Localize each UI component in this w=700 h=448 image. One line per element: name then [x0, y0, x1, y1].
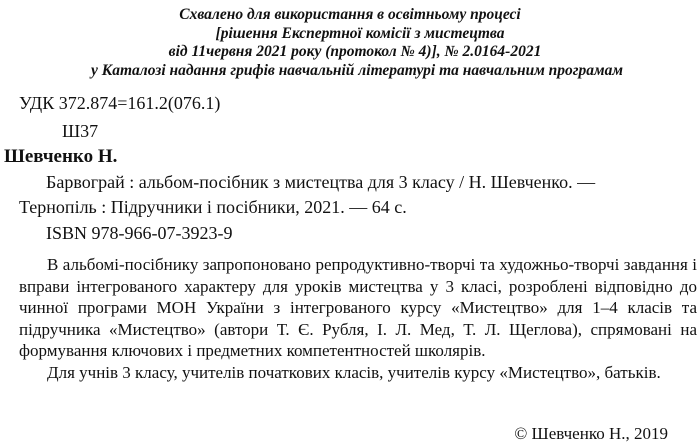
approval-block [0, 6, 700, 80]
bibliographic-title: Барвограй : альбом-посібник з мистецтва для 3 класу / Н. Шевченко. — [46, 172, 596, 192]
annotation [19, 254, 697, 383]
isbn: ISBN 978-966-07-3923-9 [46, 223, 233, 243]
bibliographic-publisher: Тернопіль : Підручники і посібники, 2021. — 64 с. [19, 197, 407, 217]
approval-line: від 11червня 2021 року (протокол № 4)], № 2.0164-2021 [168, 43, 542, 60]
author-name: Шевченко Н. [4, 146, 118, 167]
approval-line: Схвалено для використання в освітньому процесі [179, 6, 521, 23]
udk-code: УДК 372.874=161.2(076.1) [19, 93, 221, 113]
copyright: © Шевченко Н., 2019 [514, 424, 668, 443]
approval-line: у Каталозі надання грифів навчальній літературі та навчальним програмам [90, 61, 624, 79]
annotation-paragraph: Для учнів 3 класу, учителів початкових класів, учителів курсу «Мистецтво», батьків. [47, 362, 661, 382]
annotation-paragraph: В альбомі-посібнику запропоновано репродуктивно-творчі та художньо-творчі завдання і вправи інтегрованого характеру для уроків мистецтва у 3 класі, розроблені відповідно до чинної програми МОН України з інтегрованого курсу «Мистецтво» для 1–4 класів та підручника «Мистецтво» (автори Т. Є. Рубля, І. Л. Мед, Т. Л. Щеглова), спрямовані на формування ключових і предметних компетентностей школярів. [19, 255, 697, 360]
approval-line: [рішення Експертної комісії з мистецтва [215, 24, 505, 42]
author-code: Ш37 [62, 121, 99, 141]
